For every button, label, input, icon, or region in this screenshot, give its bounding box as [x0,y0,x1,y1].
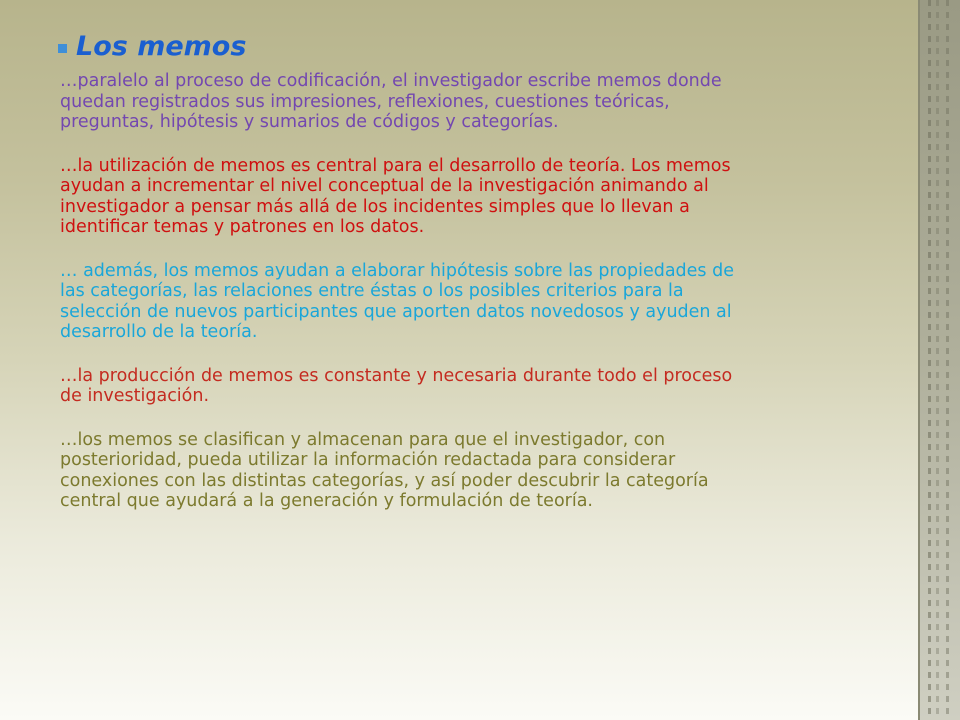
paragraph-4: …la producción de memos es constante y necesaria durante todo el proceso de investigación. [60,365,733,406]
paragraph-list [60,71,748,512]
band-stripe [936,0,939,720]
band-stripe [946,0,949,720]
square-bullet-icon [58,44,67,53]
band-stripe [928,0,931,720]
paragraph-1: …paralelo al proceso de codificación, el investigador escribe memos donde quedan registrados sus impresiones, reflexiones, cuestiones teóricas, preguntas, hipótesis y sumarios de códigos y categorías. [60,71,722,132]
paragraph-2: …la utilización de memos es central para el desarrollo de teoría. Los memos ayudan a incrementar el nivel conceptual de la investigación animando al investigador a pensar más allá de los incidentes simples que lo llevan a identificar temas y patrones en los datos. [60,155,731,237]
paragraph-5: …los memos se clasifican y almacenan para que el investigador, con posterioridad, pueda utilizar la información redactada para considerar conexiones con las distintas categorías, y así poder descubrir la categoría central que ayudará a la generación y formulación de teoría. [60,429,709,511]
paragraph-3: … además, los memos ayudan a elaborar hipótesis sobre las propiedades de las categorías, las relaciones entre éstas o los posibles criterios para la selección de nuevos participantes que aporten datos novedosos y ayuden al desarrollo de la teoría. [60,260,734,342]
decorative-side-band [918,0,960,720]
slide-title: Los memos [76,31,247,62]
slide-content [58,28,748,535]
title-row [58,28,748,66]
